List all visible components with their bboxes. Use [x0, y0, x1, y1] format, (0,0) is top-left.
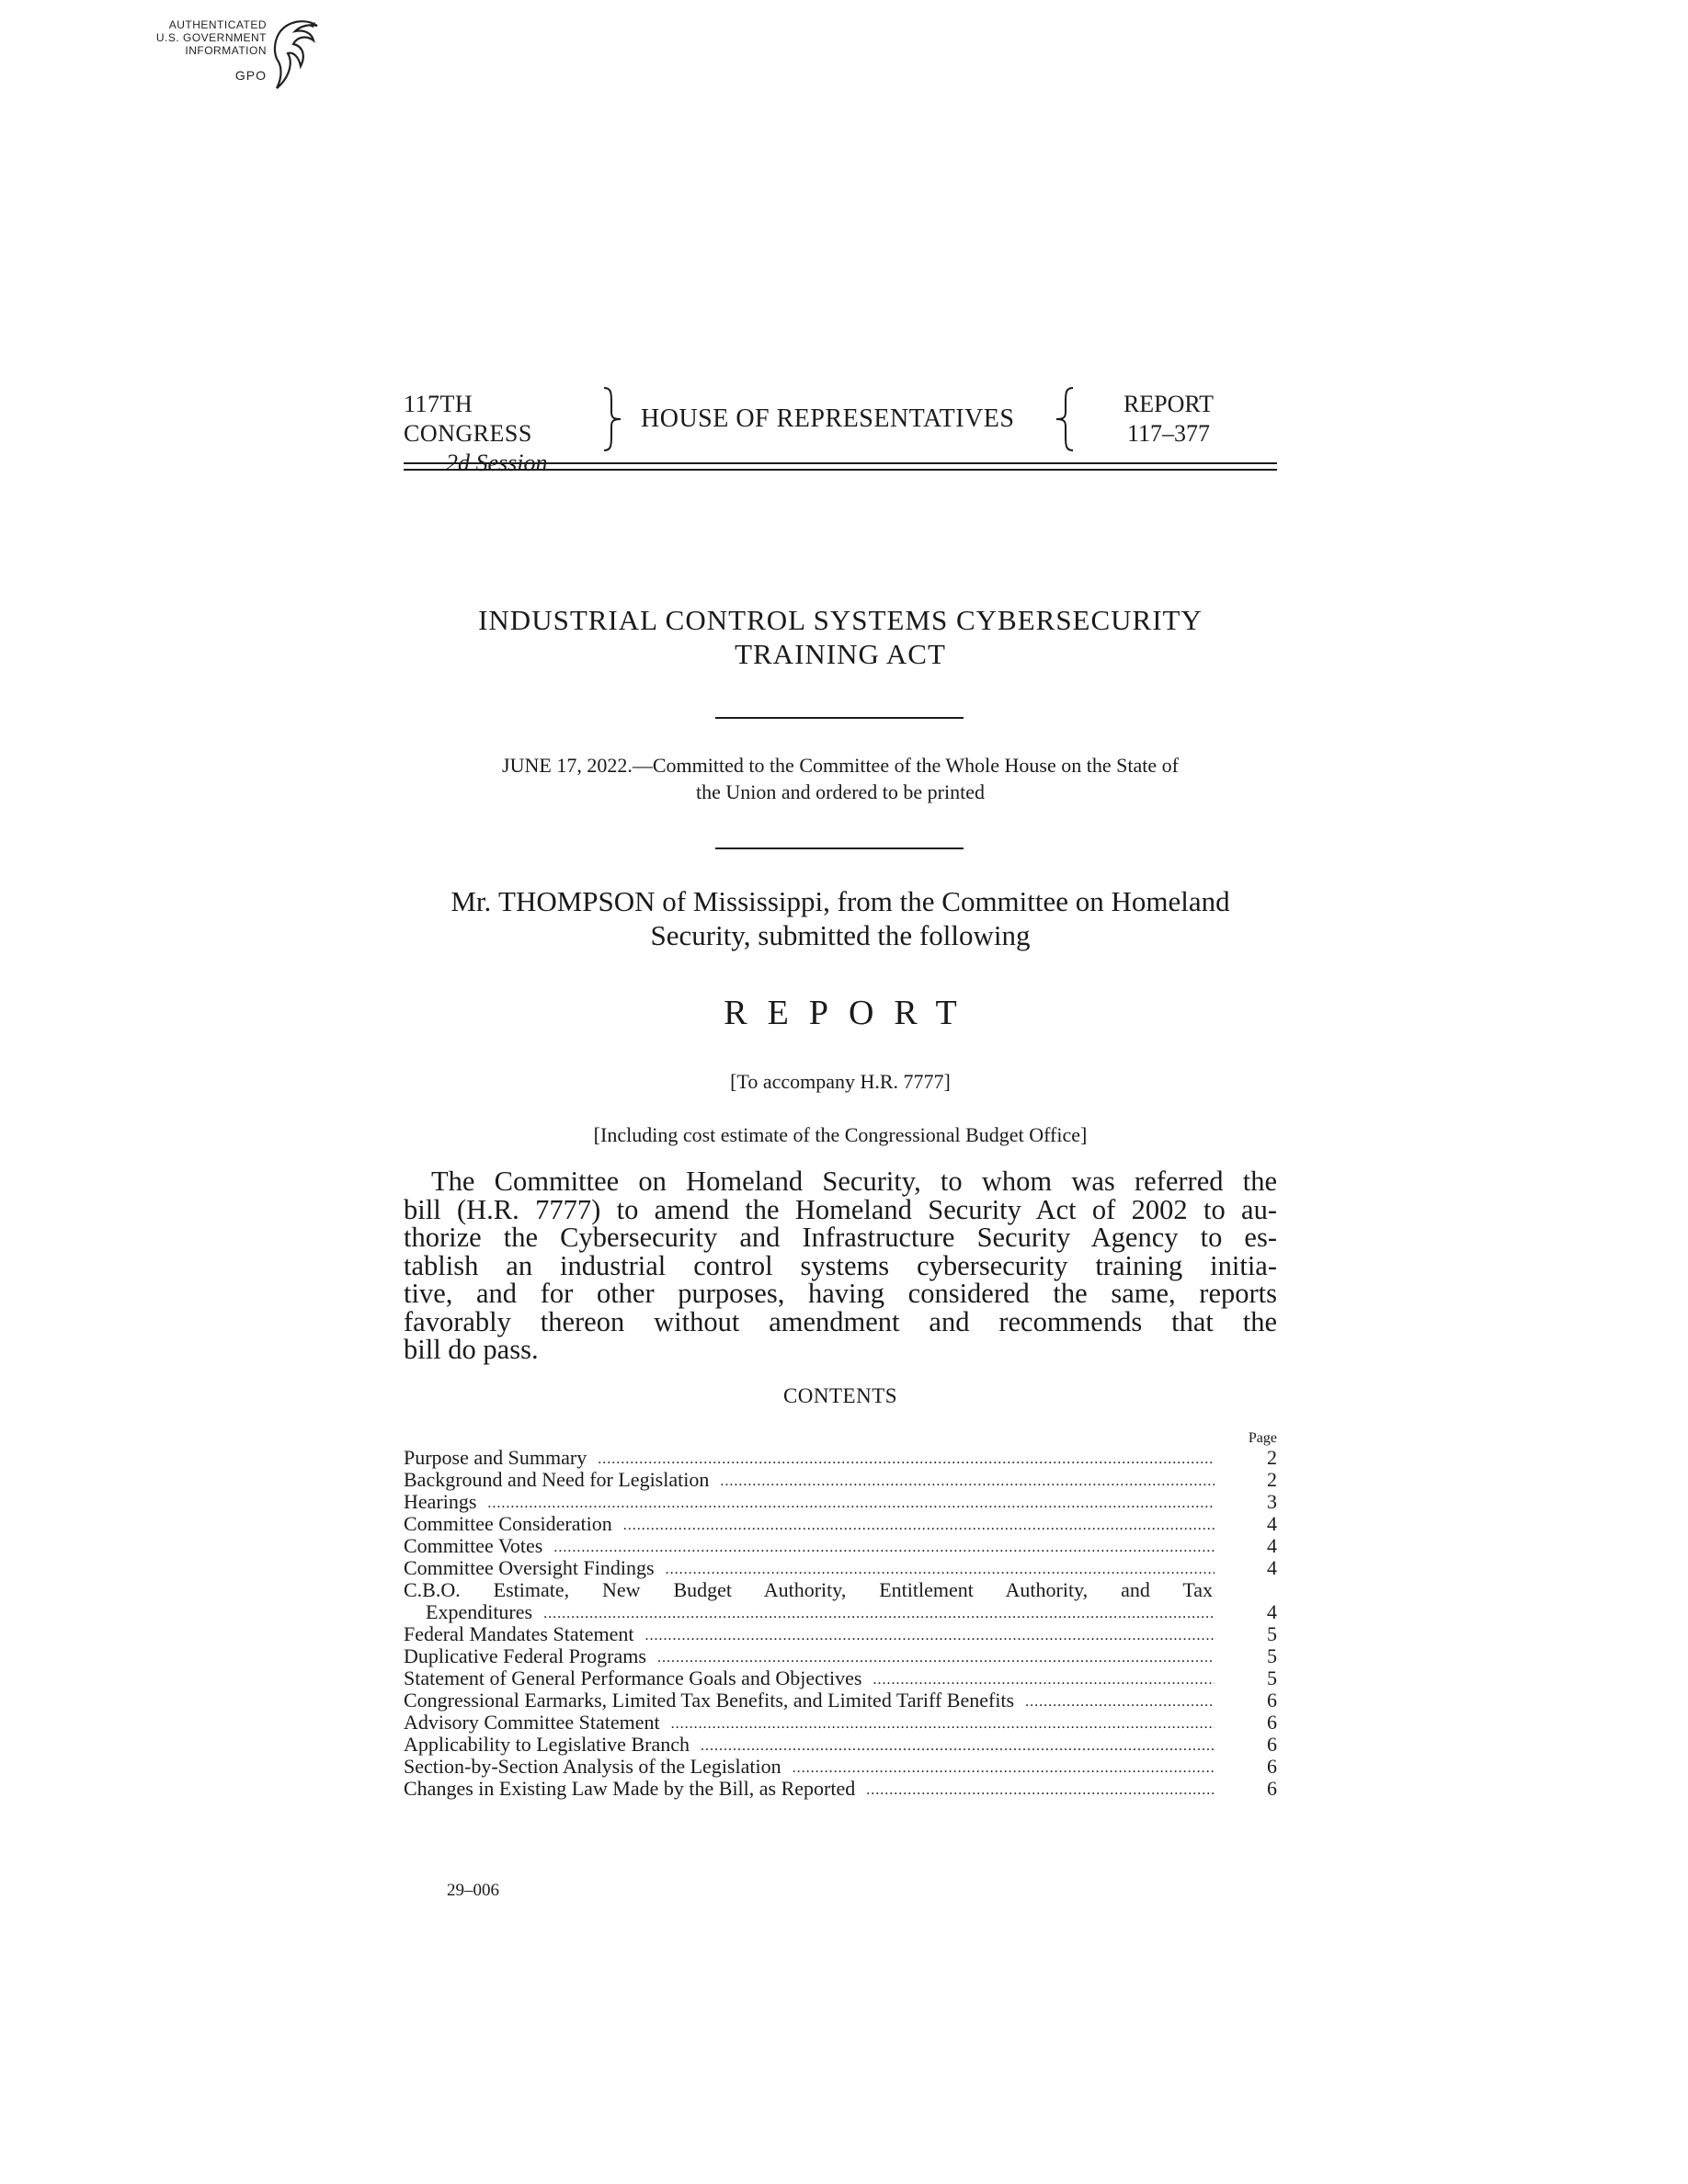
toc-leader [866, 1781, 1215, 1800]
toc-page: 6 [1267, 1733, 1277, 1756]
report-label: REPORT [1123, 391, 1215, 417]
title-line: TRAINING ACT [735, 638, 946, 670]
toc-entry-continuation [404, 1601, 1277, 1623]
title-line: INDUSTRIAL CONTROL SYSTEMS CYBERSECURITY [478, 604, 1203, 636]
toc-entry [404, 1535, 1277, 1557]
toc-label: Expenditures [426, 1600, 533, 1623]
toc-leader [793, 1759, 1215, 1778]
toc-label: Section-by-Section Analysis of the Legislation [404, 1755, 781, 1778]
toc-page: 4 [1267, 1534, 1277, 1557]
report-number: 117–377 [1126, 420, 1211, 447]
toc-leader [873, 1671, 1215, 1689]
toc-entry [404, 1778, 1277, 1800]
toc-label: Statement of General Performance Goals and Objectives [404, 1666, 862, 1689]
report-designation [1095, 390, 1242, 449]
toc-label: Background and Need for Legislation [404, 1468, 710, 1491]
report-title [404, 603, 1277, 671]
toc-page: 6 [1267, 1755, 1277, 1778]
toc-label: Changes in Existing Law Made by the Bill, as Reported [404, 1777, 856, 1800]
toc-leader [623, 1517, 1215, 1535]
committed-line: the Union and ordered to be printed [695, 780, 985, 803]
toc-leader [543, 1605, 1215, 1623]
toc-leader [1025, 1693, 1215, 1712]
session-label: 2d Session [446, 449, 548, 476]
toc-label: C.B.O. Estimate, New Budget Authority, Entitlement Authority, and Tax [404, 1578, 1213, 1601]
chamber-name: HOUSE OF REPRESENTATIVES [641, 404, 1015, 433]
toc-leader [701, 1737, 1215, 1756]
toc-entry [404, 1447, 1277, 1469]
toc-entry [404, 1579, 1277, 1601]
header-double-rule [404, 462, 1277, 471]
submitter-line [404, 884, 1277, 918]
toc-entry [404, 1756, 1277, 1778]
toc-entry [404, 1734, 1277, 1756]
toc-leader [671, 1715, 1215, 1734]
body-line: tablish an industrial control systems cybersecurity training initia- [404, 1249, 1277, 1281]
toc-leader [598, 1450, 1215, 1469]
toc-leader [644, 1627, 1215, 1645]
toc-page: 5 [1267, 1622, 1277, 1645]
toc-label: Congressional Earmarks, Limited Tax Benefits, and Limited Tariff Benefits [404, 1689, 1015, 1712]
divider-rule [715, 847, 964, 849]
toc-page: 4 [1267, 1600, 1277, 1623]
jacket-number: 29–006 [447, 1881, 499, 1900]
body-line: The Committee on Homeland Security, to whom was referred the [431, 1166, 1277, 1197]
committed-line [404, 752, 1277, 779]
toc-page: 3 [1267, 1490, 1277, 1513]
congress-label: 117TH CONGRESS [404, 391, 532, 447]
including-note: [Including cost estimate of the Congressional Budget Office] [593, 1123, 1088, 1146]
committed-statement [404, 752, 1277, 805]
toc-page: 2 [1267, 1468, 1277, 1491]
toc-page: 6 [1267, 1689, 1277, 1712]
seal-text [138, 18, 267, 57]
submitter-line: Security, submitted the following [650, 919, 1031, 951]
seal-line: U.S. GOVERNMENT [155, 31, 267, 44]
submitter-name: THOMPSON [498, 885, 656, 917]
toc-page-header: Page [1248, 1430, 1277, 1446]
committed-text: —Committed to the Committee of the Whole House on the State of [632, 754, 1179, 777]
toc-leader [487, 1495, 1215, 1513]
submitter-prefix: Mr. [451, 885, 499, 917]
toc-label: Committee Votes [404, 1534, 543, 1557]
toc-entry [404, 1689, 1277, 1712]
gpo-authentication-seal [138, 13, 322, 101]
toc-leader [720, 1473, 1215, 1491]
toc-page: 6 [1267, 1777, 1277, 1800]
contents-heading: CONTENTS [782, 1384, 898, 1407]
submitter-text: of Mississippi, from the Committee on Homeland [655, 885, 1230, 917]
toc-label: Applicability to Legislative Branch [404, 1733, 690, 1756]
committed-date: JUNE 17, 2022. [502, 754, 633, 777]
body-line: bill (H.R. 7777) to amend the Homeland Security Act of 2002 to au- [404, 1193, 1277, 1225]
toc-page: 5 [1267, 1644, 1277, 1667]
body-line: thorize the Cybersecurity and Infrastructure Security Agency to es- [404, 1222, 1277, 1253]
toc-entry [404, 1491, 1277, 1513]
toc-label: Purpose and Summary [404, 1446, 587, 1469]
toc-label: Hearings [404, 1490, 477, 1513]
body-line: tive, and for other purposes, having considered the same, reports [404, 1278, 1277, 1309]
report-header [404, 384, 1277, 476]
toc-label: Duplicative Federal Programs [404, 1644, 646, 1667]
toc-leader [657, 1649, 1215, 1667]
toc-label: Advisory Committee Statement [404, 1711, 660, 1734]
toc-page: 6 [1267, 1711, 1277, 1734]
accompany-note: [To accompany H.R. 7777] [730, 1070, 951, 1093]
eagle-icon [253, 13, 326, 101]
toc-entry [404, 1623, 1277, 1645]
toc-leader [553, 1539, 1215, 1557]
toc-entry [404, 1712, 1277, 1734]
report-heading: REPORT [724, 994, 977, 1032]
toc-label: Committee Consideration [404, 1512, 612, 1535]
toc-entry [404, 1513, 1277, 1535]
seal-line: INFORMATION [185, 44, 267, 57]
seal-line: AUTHENTICATED [168, 18, 267, 31]
table-of-contents [404, 1430, 1277, 1800]
body-line: favorably thereon without amendment and recommends that the [404, 1305, 1277, 1337]
toc-leader [666, 1561, 1215, 1579]
divider-rule [715, 717, 964, 719]
toc-label: Committee Oversight Findings [404, 1556, 655, 1579]
right-brace-icon [600, 386, 624, 452]
toc-entry [404, 1645, 1277, 1667]
left-brace-icon [1053, 386, 1077, 452]
toc-page: 5 [1267, 1666, 1277, 1689]
toc-entry [404, 1469, 1277, 1491]
body-paragraph [404, 1167, 1277, 1364]
toc-page: 4 [1267, 1556, 1277, 1579]
toc-entry [404, 1557, 1277, 1579]
submitter-statement [404, 884, 1277, 952]
body-line: bill do pass. [404, 1334, 539, 1365]
toc-page: 2 [1267, 1446, 1277, 1469]
toc-page: 4 [1267, 1512, 1277, 1535]
seal-gpo-mark: GPO [234, 68, 267, 83]
toc-entry [404, 1667, 1277, 1689]
toc-label: Federal Mandates Statement [404, 1622, 634, 1645]
